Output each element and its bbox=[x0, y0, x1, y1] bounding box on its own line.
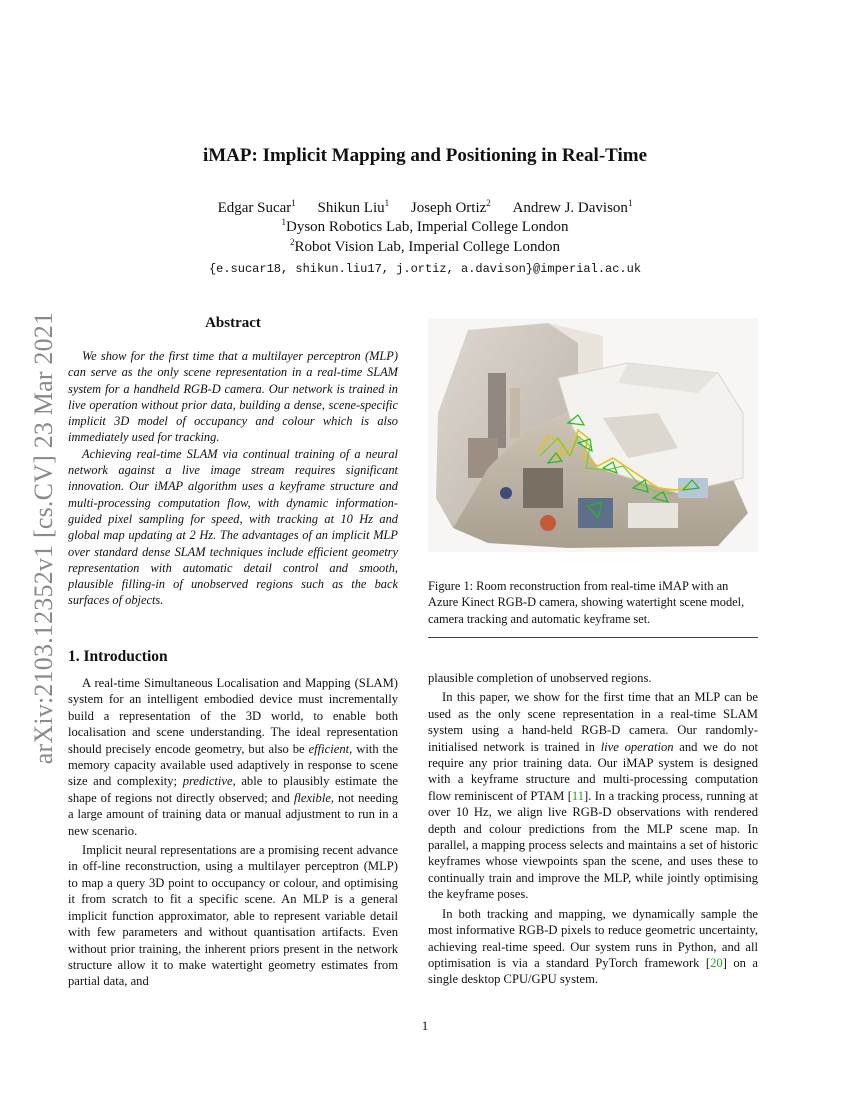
intro-left-column bbox=[68, 675, 398, 990]
caption-divider bbox=[428, 637, 758, 638]
intro-paragraph: plausible completion of unobserved regions. bbox=[428, 671, 652, 685]
author-list bbox=[0, 200, 850, 217]
affiliation: $^1$Dyson Robotics Lab, Imperial College London bbox=[281, 217, 569, 235]
author: Andrew J. Davison$^1$ bbox=[512, 198, 633, 216]
page-number: 1 bbox=[421, 1018, 429, 1033]
author-emails: {e.sucar18, shikun.liu17, j.ortiz, a.davison}@imperial.ac.uk bbox=[208, 262, 642, 276]
citation-link[interactable]: 11 bbox=[571, 788, 585, 803]
paper-title: iMAP: Implicit Mapping and Positioning in Real-Time bbox=[202, 145, 648, 166]
reconstruction-image bbox=[428, 318, 758, 552]
abstract-paragraph: We show for the first time that a multilayer perceptron (MLP) can serve as the only scene representation in a real-time SLAM system for a handheld RGB-D camera. Our network is trained in live operation without prior data, building a dense, scene-specific implicit 3D model of occupancy and colour which is also immediately used for tracking. bbox=[68, 349, 398, 445]
author: Edgar Sucar$^1$ bbox=[217, 198, 296, 216]
affiliation: $^2$Robot Vision Lab, Imperial College London bbox=[290, 237, 560, 255]
intro-paragraph: Implicit neural representations are a promising recent advance in off-line reconstruction, using a multilayer perceptron (MLP) to map a query 3D point to occupancy or colour, and optimising it from scratch to fit a specific scene. An MLP is a general implicit function approximator, able to represent variable detail with few parameters and without quantisation artifacts. Even without prior training, the inherent priors present in the network structure allow it to make watertight geometry estimates from partial data, and bbox=[68, 843, 398, 989]
section-heading-introduction: 1. Introduction bbox=[68, 648, 168, 665]
abstract-body bbox=[68, 348, 398, 609]
arxiv-stamp-text: arXiv:2103.12352v1 [cs.CV] 23 Mar 2021 bbox=[29, 311, 58, 765]
intro-paragraph: A real-time Simultaneous Localisation and Mapping (SLAM) system for an intelligent embodied device must incrementally build a representation of the 3D world, to enable both localisation and scene understanding. The ideal representation should precisely encode geometry, but also be efficient, with the memory capacity available used adaptively in response to scene size and complexity; predictive, able to plausibly estimate the shape of regions not directly observed; and flexible, not needing a large amount of training data or manual adjustment to run in a new scenario. bbox=[68, 676, 399, 838]
intro-paragraph: In both tracking and mapping, we dynamically sample the most informative RGB-D pixels to reduce geometric uncertainty, achieving real-time speed. Our system runs in Python, and all optimisation is via a standard PyTorch framework [20] on a single desktop CPU/GPU system. bbox=[428, 906, 758, 987]
arxiv-stamp bbox=[24, 298, 64, 778]
author: Joseph Ortiz$^2$ bbox=[410, 198, 491, 216]
citation-link[interactable]: 20 bbox=[710, 955, 723, 970]
abstract-paragraph: Achieving real-time SLAM via continual training of a neural network against a live image stream requires significant innovation. Our iMAP algorithm uses a keyframe structure and multi-processing computation flow, with dynamic information-guided pixel sampling for speed, with tracking at 10 Hz and global map updating at 2 Hz. The advantages of an implicit MLP over standard dense SLAM techniques include efficient geometry representation with automatic detail control and smooth, plausible filling-in of unobserved regions such as the back surfaces of objects. bbox=[68, 446, 398, 608]
figure-room-reconstruction bbox=[428, 318, 758, 552]
abstract-heading: Abstract bbox=[205, 315, 261, 331]
author: Shikun Liu$^1$ bbox=[317, 198, 390, 216]
intro-paragraph: In this paper, we show for the first time that an MLP can be used as the only scene representation in a real-time SLAM system using a hand-held RGB-D camera. Our randomly-initialised network is trained in live operation and we do not require any prior training data. Our iMAP system is designed with a keyframe structure and multi-processing computation flow reminiscent of PTAM [11]. In a tracking process, running at over 10 Hz, we align live RGB-D observations with rendered depth and colour predictions from the MLP scene map. In parallel, a mapping process selects and maintains a set of historic keyframes whose viewpoints span the scene, and uses these to continually train and improve the MLP, while jointly optimising the keyframe poses. bbox=[428, 690, 759, 902]
figure-caption: Figure 1: Room reconstruction from real-time iMAP with an Azure Kinect RGB-D camera, showing watertight scene model, camera tracking and automatic keyframe set. bbox=[428, 579, 745, 626]
intro-right-column bbox=[428, 670, 758, 988]
